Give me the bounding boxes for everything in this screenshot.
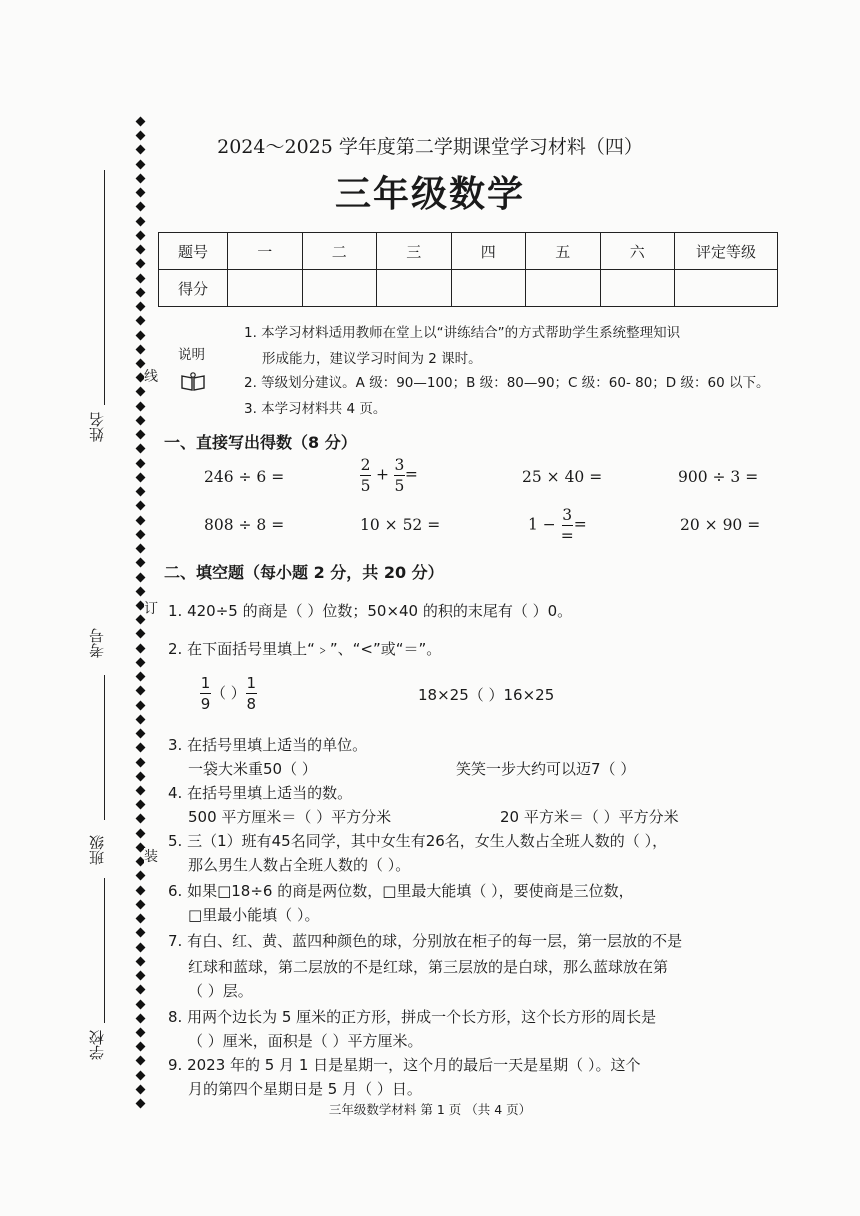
score-table-cell: 一 [228,233,303,270]
score-table-score-row [159,270,778,307]
calc-problem-3: 25 × 40 = [522,468,603,486]
score-input-cell[interactable] [600,270,675,307]
diamond-mark [135,971,145,981]
question-2-part-a [200,674,257,713]
diamond-mark [135,1070,145,1080]
equals-sign: = [573,515,587,534]
diamond-mark [135,914,145,924]
question-6-line-1: 6. 如果□18÷6 的商是两位数，□里最大能填（ ），要使商是三位数， [168,882,634,900]
question-7-line-1: 7. 有白、红、黄、蓝四种颜色的球，分别放在柜子的每一层，第一层放的不是 [168,932,683,950]
diamond-mark [135,1042,145,1052]
id-line[interactable] [104,675,105,820]
diamond-mark [135,1028,145,1038]
question-6-line-2: □里最小能填（ ）。 [188,906,320,924]
fraction-denominator: 5 [360,477,371,495]
calc-problem-8: 20 × 90 = [680,516,761,534]
document-subtitle: 2024～2025 学年度第二学期课堂学习材料（四） [217,136,643,158]
diamond-mark [135,344,145,354]
fraction-numerator: 2 [360,456,371,474]
fraction-numerator: 3 [562,506,573,524]
fraction [200,674,211,713]
diamond-mark [135,302,145,312]
school-label: 学校 [88,1030,106,1060]
diamond-mark [135,757,145,767]
line-char: 线 [144,369,158,385]
grade-input-cell[interactable] [675,270,778,307]
calc-prefix: 1 − [528,515,556,534]
page-footer: 三年级数学材料 第 1 页 （共 4 页） [328,1102,532,1117]
calc-problem-5: 808 ÷ 8 = [204,516,285,534]
diamond-mark [135,586,145,596]
class-line[interactable] [104,878,105,1023]
diamond-mark [135,458,145,468]
diamond-mark [135,899,145,909]
question-3: 3. 在括号里填上适当的单位。 [168,736,368,754]
diamond-mark [135,117,145,127]
note-line-1: 1. 本学习材料适用教师在堂上以“讲练结合”的方式帮助学生系统整理知识 [244,325,681,341]
diamond-mark [135,657,145,667]
score-table-cell: 二 [302,233,377,270]
question-1: 1. 420÷5 的商是（ ）位数；50×40 的积的末尾有（ ）0。 [168,602,573,620]
calc-problem-2 [360,456,418,495]
notes-label: 说明 [178,347,205,363]
fraction-denominator: 5 [394,477,405,495]
diamond-mark [135,316,145,326]
question-4: 4. 在括号里填上适当的数。 [168,784,353,802]
diamond-mark [135,230,145,240]
score-input-cell[interactable] [302,270,377,307]
diamond-mark [135,1013,145,1023]
diamond-mark [135,771,145,781]
score-table-cell: 评定等级 [675,233,778,270]
note-line-3: 2. 等级划分建议。A 级：90—100；B 级：80—90；C 级：60- 80；D 级：60 以下。 [244,375,770,391]
diamond-mark [135,928,145,938]
question-2: 2. 在下面括号里填上“﹥”、“<”或“＝”。 [168,640,442,658]
note-line-4: 3. 本学习材料共 4 页。 [244,401,387,417]
diamond-mark [135,487,145,497]
diamond-mark [135,259,145,269]
bind-char: 装 [144,849,158,865]
diamond-mark [135,643,145,653]
diamond-mark [135,330,145,340]
diamond-mark [135,686,145,696]
document-title: 三年级数学 [334,173,525,215]
diamond-mark [135,885,145,895]
fraction-denominator: = [560,527,574,545]
question-2-part-b: 18×25（ ）16×25 [418,686,555,704]
diamond-mark [135,714,145,724]
question-8-line-1: 8. 用两个边长为 5 厘米的正方形，拼成一个长方形，这个长方形的周长是 [168,1008,657,1026]
diamond-mark [135,444,145,454]
diamond-mark [135,430,145,440]
diamond-mark [135,544,145,554]
score-table-header-row [159,233,778,270]
diamond-mark [135,672,145,682]
score-input-cell[interactable] [377,270,452,307]
diamond-mark [135,1056,145,1066]
score-input-cell[interactable] [451,270,526,307]
diamond-mark [135,273,145,283]
diamond-mark [135,871,145,881]
question-4-part-b: 20 平方米＝（ ）平方分米 [500,808,679,826]
score-table-cell: 五 [526,233,601,270]
diamond-mark [135,287,145,297]
note-line-2: 形成能力，建议学习时间为 2 课时。 [262,351,482,367]
diamond-mark [135,985,145,995]
score-input-cell[interactable] [526,270,601,307]
fraction-numerator: 1 [246,674,257,692]
diamond-mark [135,472,145,482]
order-char: 订 [144,601,158,617]
score-row-label: 得分 [159,270,228,307]
diamond-mark [135,828,145,838]
fraction [561,506,574,545]
question-5-line-2: 那么男生人数占全班人数的（ ）。 [188,856,411,874]
question-4-part-a: 500 平方厘米＝（ ）平方分米 [188,808,392,826]
diamond-mark [135,558,145,568]
diamond-mark [135,529,145,539]
fraction [360,456,371,495]
diamond-mark [135,629,145,639]
score-table [158,232,778,307]
diamond-mark [135,216,145,226]
diamond-mark [135,245,145,255]
calc-problem-1: 246 ÷ 6 = [204,468,285,486]
calc-problem-4: 900 ÷ 3 = [678,468,759,486]
section-2-heading: 二、填空题（每小题 2 分，共 20 分） [164,563,444,582]
equals-sign: = [404,465,418,484]
diamond-mark [135,786,145,796]
diamond-mark [135,956,145,966]
diamond-mark [135,1084,145,1094]
question-8-line-2: （ ）厘米，面积是（ ）平方厘米。 [188,1032,423,1050]
fraction [246,674,257,713]
name-label: 姓名 [88,412,106,442]
diamond-mark [135,743,145,753]
diamond-mark [135,359,145,369]
question-3-part-a: 一袋大米重50（ ） [188,760,317,778]
question-7-line-2: 红球和蓝球，第二层放的不是红球，第三层放的是白球，那么蓝球放在第 [188,958,669,976]
diamond-mark [135,572,145,582]
diamond-mark [135,729,145,739]
question-3-part-b: 笑笑一步大约可以迈7（ ） [456,760,636,778]
fraction-denominator: 9 [200,695,211,713]
diamond-mark [135,800,145,810]
score-table-cell: 三 [377,233,452,270]
answer-blank[interactable]: （ ） [211,684,246,702]
diamond-mark [135,515,145,525]
fraction [394,456,405,495]
score-table-cell: 四 [451,233,526,270]
book-icon [180,372,206,396]
question-9-line-1: 9. 2023 年的 5 月 1 日是星期一，这个月的最后一天是星期（ ）。这个 [168,1056,641,1074]
operator: + [375,465,389,484]
question-9-line-2: 月的第四个星期日是 5 月（ ）日。 [188,1080,422,1098]
diamond-mark [135,401,145,411]
score-table-cell: 六 [600,233,675,270]
diamond-mark [135,814,145,824]
score-table-cell: 题号 [159,233,228,270]
section-1-heading: 一、直接写出得数（8 分） [164,433,357,452]
diamond-mark [135,387,145,397]
question-7-line-3: （ ）层。 [188,982,253,1000]
fraction-denominator: 8 [246,695,257,713]
diamond-mark [135,942,145,952]
fraction-numerator: 3 [394,456,405,474]
diamond-mark [135,999,145,1009]
calc-problem-6: 10 × 52 = [360,516,441,534]
diamond-mark [135,501,145,511]
diamond-mark [135,415,145,425]
question-5-line-1: 5. 三（1）班有45名同学，其中女生有26名，女生人数占全班人数的（ ）， [168,832,668,850]
fraction-numerator: 1 [200,674,211,692]
calc-problem-7 [528,506,587,545]
class-label: 班级 [88,835,106,865]
id-label: 考号 [88,628,106,658]
score-input-cell[interactable] [228,270,303,307]
diamond-mark [135,700,145,710]
